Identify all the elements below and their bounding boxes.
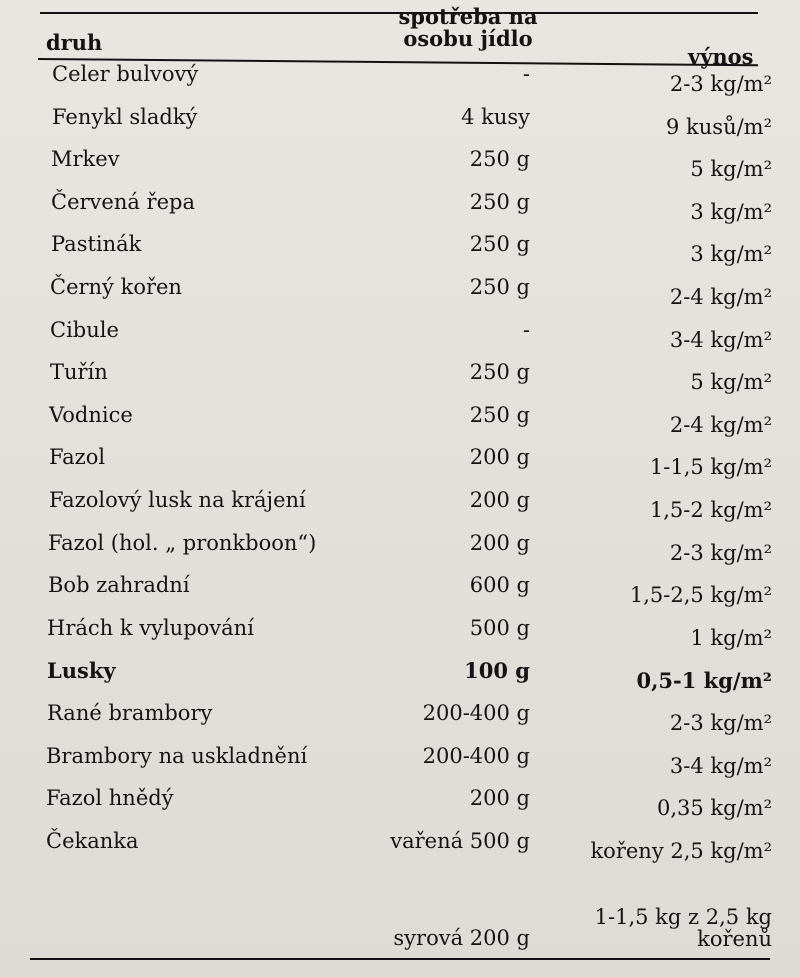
table-row: [0, 744, 800, 784]
consumption-value: 200 g: [469, 786, 530, 810]
table-row: [0, 318, 800, 358]
crop-name: Tuřín: [50, 360, 108, 384]
consumption-value: 600 g: [469, 573, 530, 597]
crop-name: Fazolový lusk na krájení: [49, 488, 306, 512]
crop-name: Vodnice: [49, 403, 133, 427]
table-row: [0, 403, 800, 443]
consumption-value: 4 kusy: [461, 105, 530, 129]
yield-value: 2-4 kg/m²: [669, 413, 772, 437]
crop-name: Černý kořen: [50, 275, 182, 299]
table-row: [0, 701, 800, 741]
yield-value: 3-4 kg/m²: [669, 754, 772, 778]
crop-name: Červená řepa: [51, 190, 195, 214]
consumption-value: -: [522, 318, 530, 342]
yield-value: 2-3 kg/m²: [669, 541, 772, 565]
header-consumption: spotřeba na osobu jídlo: [398, 4, 538, 51]
consumption-value: 200 g: [469, 445, 530, 469]
header-type: druh: [46, 30, 103, 55]
consumption-value: -: [522, 62, 530, 86]
yield-value: 0,5-1 kg/m²: [636, 668, 772, 693]
crop-name: Cibule: [50, 318, 119, 342]
crop-name: Fazol (hol. „ pronkboon“): [48, 531, 317, 555]
table-row: [0, 360, 800, 400]
yield-value: 1 kg/m²: [690, 626, 772, 650]
crop-name: Fenykl sladký: [52, 105, 198, 129]
consumption-value: 200 g: [469, 531, 530, 555]
yield-value: 2-4 kg/m²: [669, 285, 772, 309]
consumption-value: 250 g: [469, 190, 530, 214]
crop-name: Fazol: [49, 445, 106, 469]
yield-value: 3 kg/m²: [690, 242, 772, 266]
chicory-raw-yield: [595, 906, 772, 950]
table-row: [0, 105, 800, 145]
crop-name: Mrkev: [51, 147, 120, 171]
consumption-value: 250 g: [469, 360, 530, 384]
yield-value: 1-1,5 kg/m²: [649, 455, 772, 479]
table-row: [0, 62, 800, 102]
consumption-value: 100 g: [464, 658, 530, 683]
table-row: [0, 616, 800, 656]
consumption-value: 500 g: [469, 616, 530, 640]
crop-name: Lusky: [47, 658, 116, 683]
header-yield: výnos: [688, 44, 754, 69]
yield-value: 9 kusů/m²: [666, 115, 772, 139]
table-row: [0, 232, 800, 272]
crop-name: Brambory na uskladnění: [46, 744, 308, 768]
consumption-value: 200 g: [469, 488, 530, 512]
consumption-value: 250 g: [469, 147, 530, 171]
crop-name: Rané brambory: [47, 701, 213, 725]
yield-value: 2-3 kg/m²: [669, 711, 772, 735]
yield-value: 1,5-2 kg/m²: [649, 498, 772, 522]
table-row: [0, 190, 800, 230]
chicory-raw-yield-line1: 1-1,5 kg z 2,5 kg: [594, 905, 772, 929]
table-row: [0, 658, 800, 698]
consumption-value: 250 g: [469, 275, 530, 299]
crop-name: Celer bulvový: [52, 62, 199, 86]
table-row: [0, 147, 800, 187]
table-row: [0, 488, 800, 528]
table-row: [0, 573, 800, 613]
yield-value: 3-4 kg/m²: [669, 328, 772, 352]
consumption-value: 200-400 g: [422, 701, 530, 725]
table-row: [0, 829, 800, 869]
crop-name: Bob zahradní: [48, 573, 190, 597]
crop-name: Pastinák: [51, 232, 142, 256]
table-row: [0, 786, 800, 826]
yield-value: 2-3 kg/m²: [669, 72, 772, 96]
table-row: [0, 445, 800, 485]
yield-value: 5 kg/m²: [690, 157, 772, 181]
table-row: [0, 275, 800, 315]
yield-value: 0,35 kg/m²: [656, 796, 772, 820]
chicory-raw-amount: syrová 200 g: [393, 926, 530, 950]
yield-value: 3 kg/m²: [690, 200, 772, 224]
yield-value: kořeny 2,5 kg/m²: [590, 839, 772, 863]
bottom-rule: [30, 958, 770, 960]
consumption-value: vařená 500 g: [390, 829, 530, 853]
table-row: [0, 531, 800, 571]
crop-name: Čekanka: [46, 829, 139, 853]
crop-name: Hrách k vylupování: [47, 616, 254, 640]
consumption-value: 200-400 g: [422, 744, 530, 768]
yield-value: 5 kg/m²: [690, 370, 772, 394]
crop-name: Fazol hnědý: [46, 786, 174, 810]
consumption-value: 250 g: [469, 232, 530, 256]
yield-value: 1,5-2,5 kg/m²: [629, 583, 772, 607]
chicory-raw-yield-line2: kořenů: [697, 927, 772, 951]
consumption-value: 250 g: [469, 403, 530, 427]
